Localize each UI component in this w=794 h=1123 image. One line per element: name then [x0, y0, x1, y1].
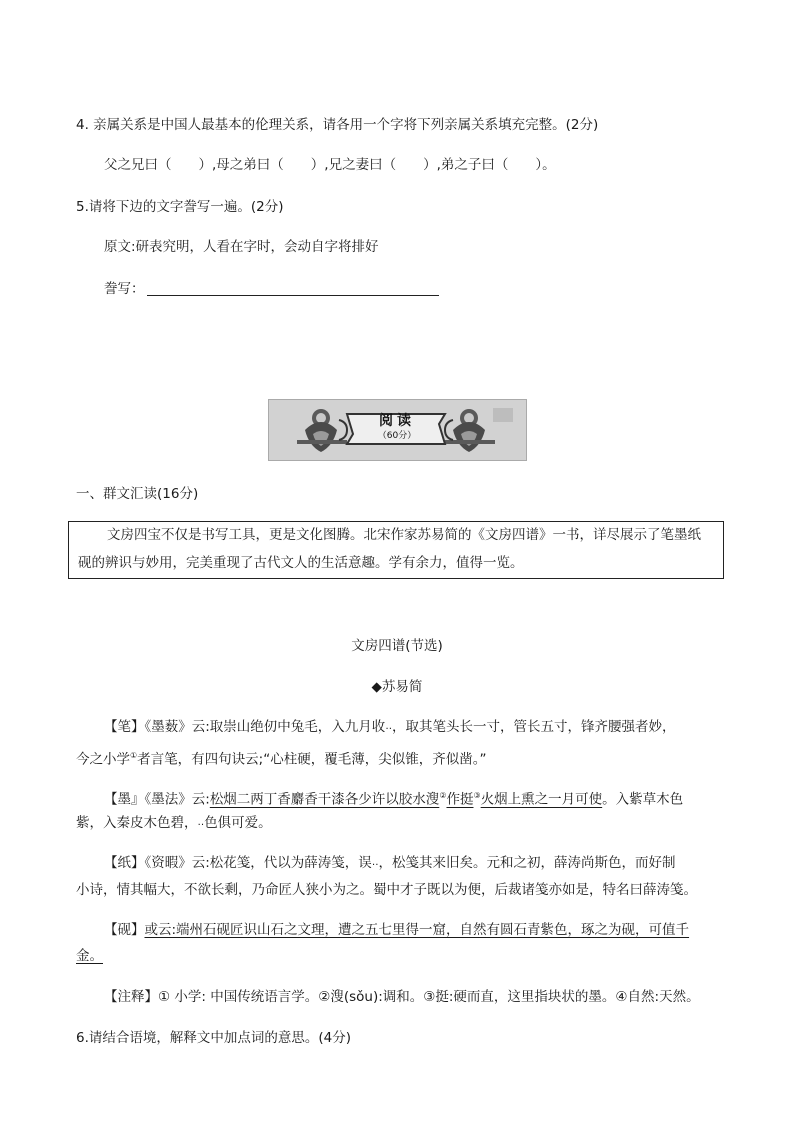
ink-underlined-1: 松烟二两丁香麝香干漆各少许以胶水溲	[209, 791, 440, 808]
note-marker-2: ②	[439, 791, 447, 800]
paper-text-b: ，松笺其来旧矣。元和之初，薛涛尚斯色，而好制	[378, 855, 676, 871]
ink-paragraph-line-2	[76, 813, 272, 833]
pen-paragraph-line-1	[104, 717, 676, 737]
annotation-notes: 【注释】① 小学: 中国传统语言学。②溲(sǒu):调和。③挺:硬而直，这里指块状的墨。④自然:天然。	[104, 989, 700, 1005]
paper-paragraph-line-1	[104, 853, 676, 873]
inkstone-underlined-1: 或云:端州石砚匠识山石之文理，遭之五七里得一窟，自然有圆石青紫色，琢之为砚，可值千	[144, 922, 690, 938]
inkstone-paragraph-line-2	[76, 946, 103, 966]
ink-text-c: 紫，入秦皮木色碧，	[76, 815, 198, 831]
emphasis-dots: ‥	[371, 857, 379, 868]
banner-score: （60分）	[377, 431, 417, 441]
pen-text-a: 【笔】《墨薮》云:取崇山绝仞中兔毛，入九月收	[104, 719, 386, 735]
note-marker-1: ①	[130, 751, 138, 760]
note-marker-3: ③	[473, 791, 481, 800]
ink-text-b: 。入紫草木色	[602, 791, 684, 808]
ink-paragraph-line-1	[104, 786, 683, 810]
intro-line-2: 砚的辨识与妙用，完美重现了古代文人的生活意趣。学有余力，值得一览。	[78, 555, 524, 571]
article-title: 文房四谱(节选)	[351, 638, 443, 654]
inkstone-underlined-2: 金。	[76, 948, 103, 964]
pen-text-d: 者言笔，有四句诀云;“心柱硬，覆毛薄，尖似锥，齐似凿。”	[137, 751, 487, 768]
question-5: 5.请将下边的文字誊写一遍。(2分)	[76, 199, 284, 215]
section-1-heading: 一、群文汇读(16分)	[76, 486, 199, 502]
banner-title: 阅读	[379, 413, 415, 429]
inkstone-text-a: 【砚】	[104, 922, 145, 938]
paper-paragraph-line-2: 小诗，情其幅大，不欲长剩，乃命匠人狭小为之。蜀中才子既以为便，后裁诸笺亦如是，特名曰薛涛笺。	[76, 882, 697, 898]
pen-text-c: 今之小学	[76, 751, 130, 768]
article-author: ◆苏易简	[371, 679, 423, 695]
copy-label: 誊写：	[104, 281, 145, 297]
pen-text-b: ，取其笔头长一寸，管长五寸，锋齐腰强者妙，	[392, 719, 676, 735]
reading-section-banner	[268, 399, 527, 461]
question-5-original-text: 原文:研表究明，人看在字时，会动自字将排好	[104, 239, 379, 255]
question-5-copy-row	[104, 279, 439, 299]
question-6: 6.请结合语境，解释文中加点词的意思。(4分)	[76, 1030, 352, 1046]
copy-answer-line[interactable]	[147, 295, 439, 296]
intro-line-1: 文房四宝不仅是书写工具，更是文化图腾。北宋作家苏易简的《文房四谱》一书，详尽展示了笔墨纸	[107, 527, 701, 543]
ink-underlined-2: 作挺	[446, 791, 474, 808]
ink-text-a: 【墨』《墨法》云:	[104, 791, 210, 808]
question-4-blanks: 父之兄曰（ ）,母之弟曰（ ）,兄之妻曰（ ）,弟之子曰（ ）。	[104, 157, 556, 173]
inkstone-paragraph-line-1	[104, 920, 689, 940]
emphasis-dots: ‥	[385, 721, 392, 732]
intro-box	[68, 521, 724, 579]
emphasis-dots: ‥	[197, 817, 205, 828]
banner-decoration-image	[269, 400, 526, 460]
question-4: 4. 亲属关系是中国人最基本的伦理关系，请各用一个字将下列亲属关系填充完整。(2分)	[76, 117, 599, 133]
pen-paragraph-line-2	[76, 746, 486, 770]
paper-text-a: 【纸】《资暇》云:松花笺，代以为薛涛笺，误	[104, 855, 372, 871]
ink-underlined-3: 火烟上熏之一月可使	[480, 791, 603, 808]
ink-text-d: 色俱可爱。	[204, 815, 272, 831]
